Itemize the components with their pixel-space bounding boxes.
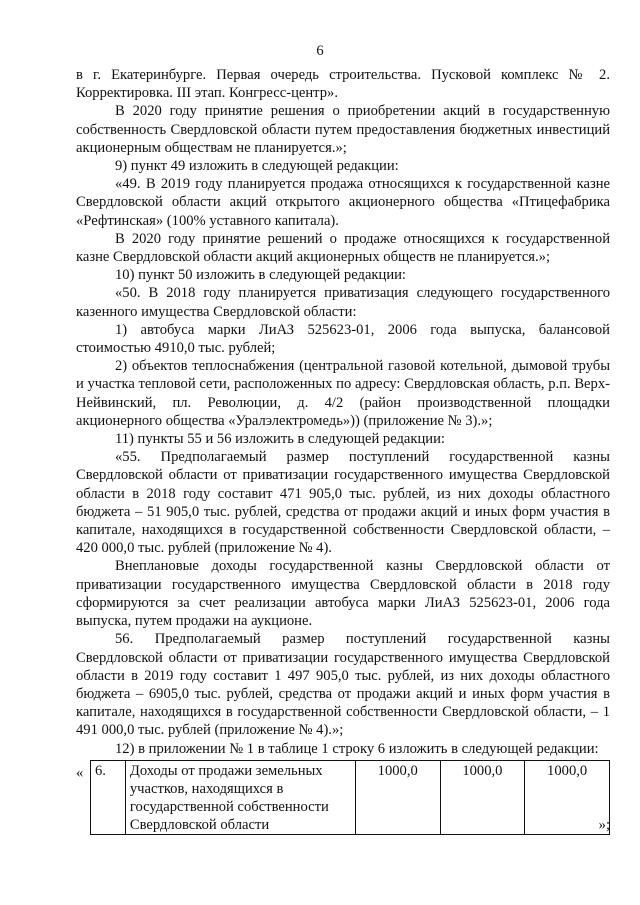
paragraph: в г. Екатеринбурге. Первая очередь строительства. Пусковой комплекс № 2. Корректировка. III этап. Конгресс-центр».	[76, 67, 610, 102]
page-number: 6	[316, 43, 324, 59]
paragraph: Внеплановые доходы государственной казны Свердловской области от приватизации государственного имущества Свердловской области в 2018 году сформируются за счет реализации автобуса марки ЛиАЗ 525623-01, 2006 года выпуска, путем продажи на аукционе.	[76, 558, 610, 630]
row-description-cell: Доходы от продажи земельных участков, находящихся в государственной собственности Свердловской области	[125, 760, 355, 834]
open-quote: «	[76, 764, 84, 781]
paragraph: 56. Предполагаемый размер поступлений государственной казны Свердловской области от приватизации государственного имущества Свердловской области в 2019 году составит 1 497 905,0 тыс. рублей, из них доходы областного бюджета – 6905,0 тыс. рублей, средства от продажи акций и иных форм участия в капитале, находящихся в государственной собственности Свердловской области, – 1 491 000,0 тыс. рублей (приложение № 4).»;	[76, 631, 610, 739]
close-quote: »;	[598, 816, 610, 833]
paragraph: В 2020 году принятие решений о продаже относящихся к государственной казне Свердловской области акций акционерных обществ не планируется.»;	[76, 230, 610, 266]
budget-table	[90, 760, 610, 835]
value-cell: 1000,0	[525, 760, 610, 834]
row-number-cell: 6.	[91, 760, 126, 834]
paragraph: 1) автобуса марки ЛиАЗ 525623-01, 2006 года выпуска, балансовой стоимостью 4910,0 тыс. рублей;	[76, 321, 610, 357]
paragraph: 11) пункты 55 и 56 изложить в следующей редакции:	[115, 431, 445, 448]
paragraph: 2) объектов теплоснабжения (центральной газовой котельной, дымовой трубы и участка тепловой сети, расположенных по адресу: Свердловская область, р.п. Верх-Нейвинский, пл. Революции, д. 4/2 (район производственной площадки акционерного общества «Уралэлектромедь»)) (приложение № 3).»;	[76, 358, 610, 429]
document-body	[76, 66, 610, 833]
paragraph: «55. Предполагаемый размер поступлений государственной казны Свердловской области от приватизации государственного имущества Свердловской области в 2018 году составит 471 905,0 тыс. рублей, из них доходы областного бюджета – 51 905,0 тыс. рублей, средства от продажи акций и иных форм участия в капитале, находящихся в государственной собственности Свердловской области, – 420 000,0 тыс. рублей (приложение № 4).	[76, 449, 610, 557]
value-cell: 1000,0	[355, 760, 440, 834]
value-cell: 1000,0	[440, 760, 525, 834]
table-row-insert	[76, 760, 610, 833]
paragraph: 12) в приложении № 1 в таблице 1 строку 6 изложить в следующей редакции:	[115, 740, 599, 757]
paragraph: 10) пункт 50 изложить в следующей редакции:	[115, 267, 406, 284]
paragraph: «50. В 2018 году планируется приватизация следующего государственного казенного имущества Свердловской области:	[76, 285, 610, 320]
paragraph: В 2020 году принятие решения о приобретении акций в государственную собственность Свердловской области путем предоставления бюджетных инвестиций акционерным обществам не планируется.»;	[76, 103, 610, 156]
paragraph: 9) пункт 49 изложить в следующей редакции:	[115, 158, 399, 175]
paragraph: «49. В 2019 году планируется продажа относящихся к государственной казне Свердловской области акций открытого акционерного общества «Птицефабрика «Рефтинская» (100% уставного капитала).	[76, 176, 610, 229]
table-row	[91, 760, 610, 834]
